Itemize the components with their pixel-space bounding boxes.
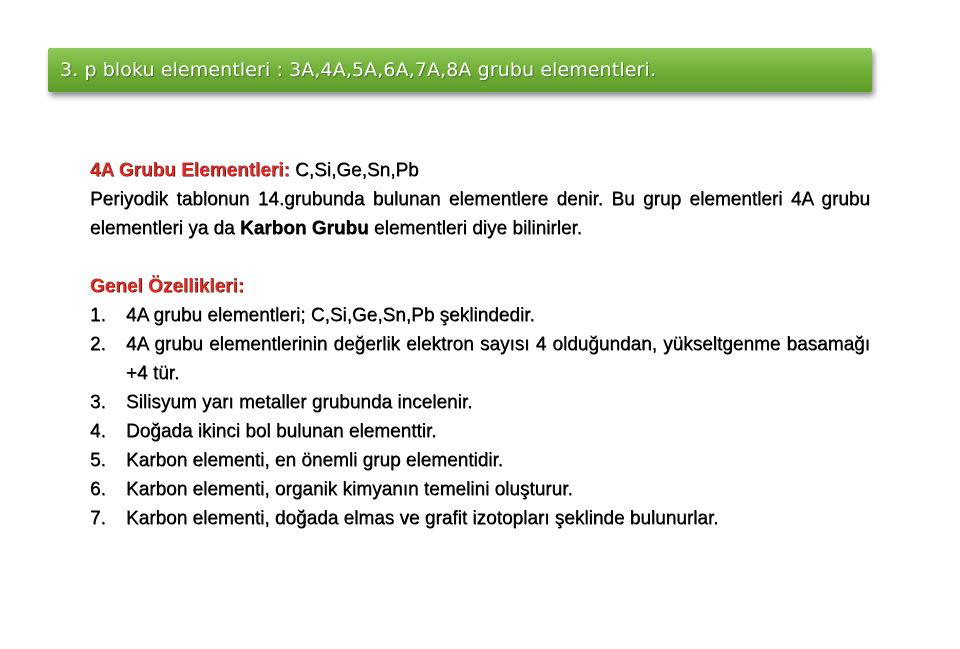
list-item xyxy=(90,475,870,504)
spacer xyxy=(90,243,870,272)
slide-title: 3. p bloku elementleri : 3A,4A,5A,6A,7A,8A grubu elementleri. xyxy=(60,59,656,81)
list-item-text: 4A grubu elementleri; C,Si,Ge,Sn,Pb şeklindedir. xyxy=(126,305,535,326)
list-item-text: Doğada ikinci bol bulunan elementtir. xyxy=(126,421,437,442)
list-item-number: 7. xyxy=(90,508,106,529)
properties-heading-line xyxy=(90,272,870,301)
slide-content xyxy=(90,156,870,533)
intro-text-bold: Karbon Grubu xyxy=(239,218,369,239)
list-item-number: 5. xyxy=(90,450,106,471)
list-item-number: 4. xyxy=(90,421,106,442)
list-item-number: 3. xyxy=(90,392,106,413)
list-item-text: Karbon elementi, doğada elmas ve grafit izotopları şeklinde bulunurlar. xyxy=(126,508,719,529)
group-elements: C,Si,Ge,Sn,Pb xyxy=(289,160,419,181)
list-item-text: Karbon elementi, en önemli grup elementidir. xyxy=(126,450,504,471)
intro-text-start: Periyodik tablonun 14.grubunda bulunan elementlere denir. Bu grup elementleri 4A grubu elementleri ya da xyxy=(90,189,870,239)
group-heading: 4A Grubu Elementleri: xyxy=(90,160,290,181)
list-item-number: 1. xyxy=(90,305,106,326)
list-item-text: 4A grubu elementlerinin değerlik elektron sayısı 4 olduğundan, yükseltgenme basamağı +4 tür. xyxy=(126,334,870,384)
intro-paragraph xyxy=(90,185,870,243)
list-item xyxy=(90,301,870,330)
list-item xyxy=(90,330,870,388)
slide-title-bar xyxy=(48,48,872,92)
intro-text-end: elementleri diye bilinirler. xyxy=(368,218,583,239)
list-item-text: Silisyum yarı metaller grubunda incelenir. xyxy=(126,392,473,413)
group-heading-line xyxy=(90,156,870,185)
list-item-number: 2. xyxy=(90,334,106,355)
list-item xyxy=(90,446,870,475)
list-item xyxy=(90,388,870,417)
list-item-text: Karbon elementi, organik kimyanın temelini oluşturur. xyxy=(126,479,573,500)
list-item xyxy=(90,504,870,533)
properties-list xyxy=(90,301,870,533)
properties-heading: Genel Özellikleri: xyxy=(90,276,245,297)
list-item-number: 6. xyxy=(90,479,106,500)
list-item xyxy=(90,417,870,446)
